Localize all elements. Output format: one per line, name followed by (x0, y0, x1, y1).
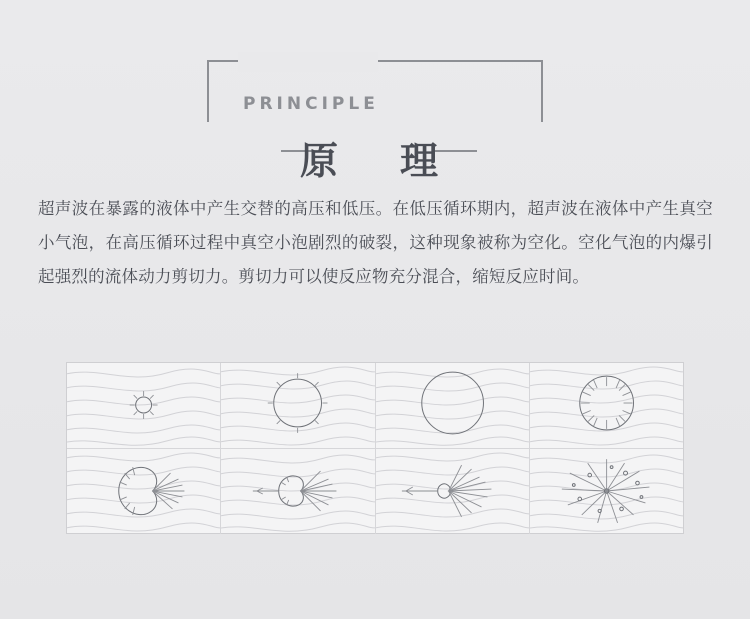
figure-cell-bubble-jet-forming (221, 449, 375, 534)
bubble-collapse-icon (376, 449, 529, 534)
figure-row-top (67, 363, 683, 448)
implosion-burst-icon (530, 449, 683, 534)
header-bracket-gap (238, 52, 378, 72)
figure-cell-bubble-collapse (376, 449, 530, 534)
figure-cell-bubble-nucleation-small (67, 363, 221, 448)
page-eyebrow: PRINCIPLE (243, 94, 379, 114)
figure-cell-bubble-deformation (67, 449, 221, 534)
figure-cell-implosion-shockwave (530, 449, 683, 534)
bubble-small-icon (67, 363, 220, 448)
bubble-large-icon (376, 363, 529, 448)
page-header (0, 42, 750, 183)
figure-cell-bubble-compression (530, 363, 683, 448)
figure-cell-bubble-growth-medium (221, 363, 375, 448)
page-title: 原 理 (299, 139, 450, 183)
body-paragraph: 超声波在暴露的液体中产生交替的高压和低压。在低压循环期内，超声波在液体中产生真空小气泡，在高压循环过程中真空小泡剧烈的破裂，这种现象被称为空化。空化气泡的内爆引起强烈的流体动力剪切力。剪切力可以使反应物充分混合，缩短反应时间。 (38, 199, 713, 286)
figure-row-bottom (67, 448, 683, 534)
bubble-medium-icon (221, 363, 374, 448)
bubble-jet-icon (221, 449, 374, 534)
bubble-deformation-icon (67, 449, 220, 534)
bubble-compression-icon (530, 363, 683, 448)
figure-cell-bubble-growth-large (376, 363, 530, 448)
figure-cavitation-sequence (66, 362, 684, 534)
